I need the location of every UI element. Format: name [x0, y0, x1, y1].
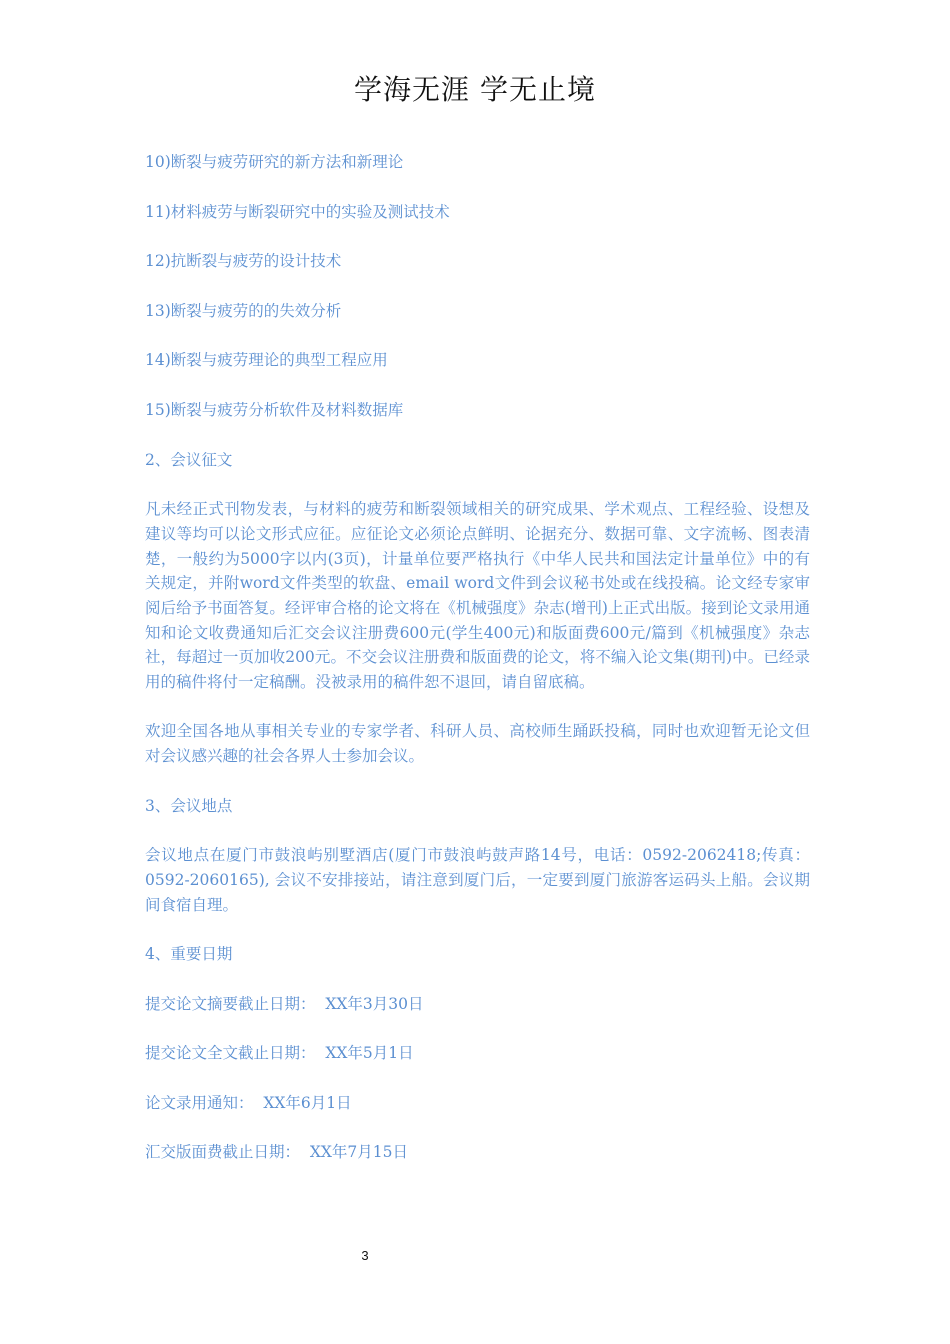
topic-item-12: 12)抗断裂与疲劳的设计技术	[145, 252, 342, 271]
topic-item-10: 10)断裂与疲劳研究的新方法和新理论	[145, 153, 404, 171]
section-heading-venue: 3、会议地点	[145, 796, 233, 815]
date-fee-deadline: 汇交版面费截止日期： XX年7月15日	[145, 1143, 409, 1162]
section-heading-call-for-papers: 2、会议征文	[145, 450, 233, 469]
page-title: 学海无涯 学无止境	[354, 73, 596, 106]
date-fullpaper-deadline: 提交论文全文截止日期： XX年5月1日	[145, 1044, 414, 1063]
date-acceptance-notice: 论文录用通知： XX年6月1日	[145, 1093, 352, 1112]
topic-item-11: 11)材料疲劳与断裂研究中的实验及测试技术	[145, 202, 450, 221]
section-heading-important-dates: 4、重要日期	[145, 944, 233, 963]
topic-item-13: 13)断裂与疲劳的的失效分析	[145, 301, 342, 320]
welcome-paragraph: 欢迎全国各地从事相关专业的专家学者、科研人员、高校师生踊跃投稿，同时也欢迎暂无论文但对会议感兴趣的社会各界人士参加会议。	[145, 722, 810, 766]
venue-paragraph: 会议地点在厦门市鼓浪屿别墅酒店(厦门市鼓浪屿鼓声路14号，电话：0592-2062418;传真：0592-2060165), 会议不安排接站，请注意到厦门后，一定要到厦门旅游客运码头上船。会议期间食宿自理。	[145, 846, 810, 914]
page-number: 3	[361, 1248, 369, 1263]
topic-item-14: 14)断裂与疲劳理论的典型工程应用	[145, 351, 388, 370]
call-for-papers-paragraph: 凡未经正式刊物发表，与材料的疲劳和断裂领域相关的研究成果、学术观点、工程经验、设想及建议等均可以论文形式应征。应征论文必须论点鲜明、论据充分、数据可靠、文字流畅、图表清楚，一般约为5000字以内(3页)，计量单位要严格执行《中华人民共和国法定计量单位》中的有关规定，并附word文件类型的软盘、email word文件到会议秘书处或在线投稿。论文经专家审阅后给予书面答复。经评审合格的论文将在《机械强度》杂志(增刊)上正式出版。接到论文录用通知和论文收费通知后汇交会议注册费600元(学生400元)和版面费600元/篇到《机械强度》杂志社，每超过一页加收200元。不交会议注册费和版面费的论文，将不编入论文集(期刊)中。已经录用的稿件将付一定稿酬。没被录用的稿件恕不退回，请自留底稿。	[145, 500, 810, 692]
topic-item-15: 15)断裂与疲劳分析软件及材料数据库	[145, 400, 404, 419]
document-body	[145, 150, 810, 1190]
date-abstract-deadline: 提交论文摘要截止日期： XX年3月30日	[145, 994, 424, 1013]
